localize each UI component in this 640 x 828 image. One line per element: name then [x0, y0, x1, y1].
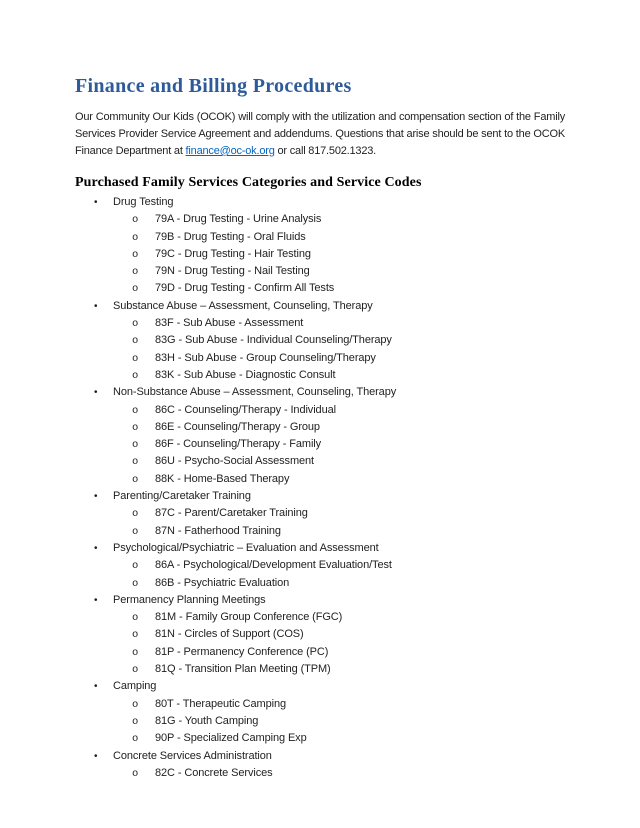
service-code-item: [132, 765, 565, 782]
finance-email-link[interactable]: finance@oc-ok.org: [185, 145, 275, 157]
service-code-label: 79B - Drug Testing - Oral Fluids: [155, 230, 306, 243]
intro-line-2: Services Provider Service Agreement and addendums. Questions that arise should be sent to the OCOK: [75, 128, 565, 140]
circle-marker-icon: o: [132, 352, 139, 365]
section-heading: Purchased Family Services Categories and Service Codes: [75, 175, 422, 190]
circle-marker-icon: o: [132, 456, 139, 469]
circle-marker-icon: o: [132, 767, 139, 780]
service-code-item: [132, 419, 565, 436]
service-code-item: [132, 315, 565, 332]
circle-marker-icon: o: [132, 369, 139, 382]
service-code-item: [132, 661, 565, 678]
category-label: Non-Substance Abuse – Assessment, Counseling, Therapy: [113, 386, 397, 399]
service-code-label: 83K - Sub Abuse - Diagnostic Consult: [155, 368, 336, 381]
service-code-list: [75, 194, 565, 782]
service-code-label: 80T - Therapeutic Camping: [155, 697, 286, 710]
service-code-label: 81G - Youth Camping: [155, 714, 259, 727]
circle-marker-icon: o: [132, 421, 139, 434]
category-item: [94, 298, 565, 315]
circle-marker-icon: o: [132, 629, 139, 642]
circle-marker-icon: o: [132, 664, 139, 677]
service-code-item: [132, 436, 565, 453]
service-code-label: 81M - Family Group Conference (FGC): [155, 611, 343, 624]
service-code-label: 81Q - Transition Plan Meeting (TPM): [155, 663, 331, 676]
service-code-label: 86E - Counseling/Therapy - Group: [155, 420, 320, 433]
service-code-item: [132, 609, 565, 626]
service-code-label: 81N - Circles of Support (COS): [155, 628, 304, 641]
bullet-icon: •: [94, 681, 98, 693]
category-label: Psychological/Psychiatric – Evaluation and Assessment: [113, 541, 379, 554]
service-code-label: 86F - Counseling/Therapy - Family: [155, 438, 322, 451]
circle-marker-icon: o: [132, 715, 139, 728]
circle-marker-icon: o: [132, 404, 139, 417]
service-code-item: [132, 644, 565, 661]
bullet-icon: •: [94, 387, 98, 399]
service-code-item: [132, 575, 565, 592]
category-item: [94, 748, 565, 765]
service-code-item: [132, 453, 565, 470]
bullet-icon: •: [94, 491, 98, 503]
service-code-label: 88K - Home-Based Therapy: [155, 472, 290, 485]
intro-paragraph: [75, 109, 565, 160]
category-label: Drug Testing: [113, 196, 174, 208]
service-code-item: [132, 626, 565, 643]
circle-marker-icon: o: [132, 733, 139, 746]
circle-marker-icon: o: [132, 214, 139, 227]
circle-marker-icon: o: [132, 248, 139, 261]
category-label: Parenting/Caretaker Training: [113, 490, 251, 503]
service-code-label: 79D - Drug Testing - Confirm All Tests: [155, 282, 335, 295]
service-code-item: [132, 505, 565, 522]
service-code-label: 79N - Drug Testing - Nail Testing: [155, 265, 310, 278]
service-code-label: 86C - Counseling/Therapy - Individual: [155, 403, 336, 416]
category-label: Permanency Planning Meetings: [113, 593, 266, 606]
service-code-item: [132, 332, 565, 349]
service-code-label: 83G - Sub Abuse - Individual Counseling/Therapy: [155, 334, 392, 347]
service-code-item: [132, 730, 565, 747]
service-code-label: 79A - Drug Testing - Urine Analysis: [155, 213, 322, 226]
service-code-item: [132, 263, 565, 280]
circle-marker-icon: o: [132, 439, 139, 452]
category-item: [94, 678, 565, 695]
circle-marker-icon: o: [132, 318, 139, 331]
service-code-label: 79C - Drug Testing - Hair Testing: [155, 247, 311, 260]
bullet-icon: •: [94, 197, 98, 208]
circle-marker-icon: o: [132, 612, 139, 625]
service-code-item: [132, 471, 565, 488]
service-code-label: 87N - Fatherhood Training: [155, 524, 281, 537]
service-code-item: [132, 280, 565, 297]
category-item: [94, 384, 565, 401]
circle-marker-icon: o: [132, 473, 139, 486]
intro-line-1: Our Community Our Kids (OCOK) will comply with the utilization and compensation section of the Family: [75, 111, 565, 123]
service-code-item: [132, 229, 565, 246]
service-code-item: [132, 246, 565, 263]
service-code-item: [132, 523, 565, 540]
intro-line-3: [75, 143, 565, 160]
bullet-icon: •: [94, 594, 98, 606]
category-label: Substance Abuse – Assessment, Counseling, Therapy: [113, 299, 373, 312]
page-title: Finance and Billing Procedures: [75, 75, 352, 97]
circle-marker-icon: o: [132, 646, 139, 659]
service-code-label: 87C - Parent/Caretaker Training: [155, 507, 308, 520]
intro-line-3-tail: or call 817.502.1323.: [274, 145, 377, 157]
category-label: Concrete Services Administration: [113, 749, 272, 762]
service-code-label: 82C - Concrete Services: [155, 766, 273, 779]
service-code-item: [132, 696, 565, 713]
circle-marker-icon: o: [132, 577, 139, 590]
category-item: [94, 488, 565, 505]
category-item: [94, 592, 565, 609]
service-code-label: 83H - Sub Abuse - Group Counseling/Therapy: [155, 351, 376, 364]
bullet-icon: •: [94, 542, 98, 554]
service-code-item: [132, 350, 565, 367]
service-code-item: [132, 713, 565, 730]
bullet-icon: •: [94, 300, 98, 312]
service-code-item: [132, 402, 565, 419]
service-code-label: 83F - Sub Abuse - Assessment: [155, 317, 304, 330]
circle-marker-icon: o: [132, 560, 139, 573]
intro-line-3-text: Finance Department at: [75, 145, 186, 157]
circle-marker-icon: o: [132, 266, 139, 279]
service-code-item: [132, 367, 565, 384]
circle-marker-icon: o: [132, 335, 139, 348]
service-code-label: 90P - Specialized Camping Exp: [155, 732, 307, 745]
service-code-label: 86A - Psychological/Development Evaluation/Test: [155, 559, 392, 572]
service-code-item: [132, 211, 565, 228]
circle-marker-icon: o: [132, 283, 139, 296]
service-code-item: [132, 557, 565, 574]
circle-marker-icon: o: [132, 231, 139, 244]
category-item: [94, 540, 565, 557]
category-item: [94, 194, 565, 211]
bullet-icon: •: [94, 750, 98, 762]
circle-marker-icon: o: [132, 698, 139, 711]
service-code-label: 86B - Psychiatric Evaluation: [155, 576, 290, 589]
service-code-label: 86U - Psycho-Social Assessment: [155, 455, 315, 468]
circle-marker-icon: o: [132, 525, 139, 538]
category-label: Camping: [113, 680, 157, 693]
service-code-label: 81P - Permanency Conference (PC): [155, 645, 329, 658]
circle-marker-icon: o: [132, 508, 139, 521]
